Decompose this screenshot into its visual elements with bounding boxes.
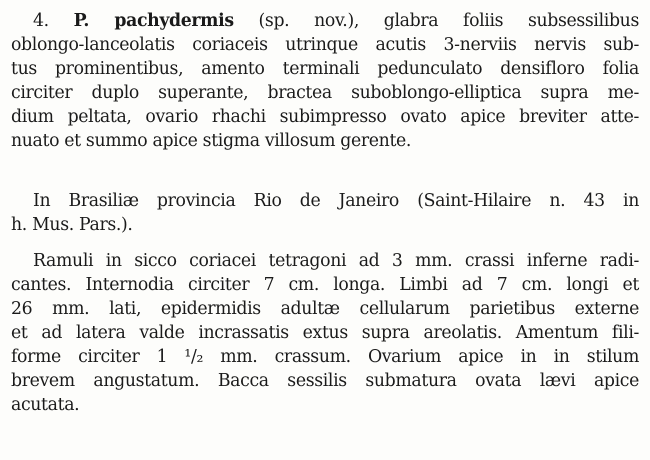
diagnosis-line-1	[33, 9, 639, 33]
description-line-3: 26 mm. lati, epidermidis adultæ cellularum parietibus externe	[11, 299, 639, 319]
species-name: P. pachydermis	[73, 11, 234, 31]
locality-line-2: h. Mus. Pars.).	[11, 215, 133, 235]
description-line-2: cantes. Internodia circiter 7 cm. longa. Limbi ad 7 cm. longi et	[11, 275, 639, 295]
diagnosis-line-3: tus prominentibus, amento terminali pedunculato densifloro folia	[11, 59, 639, 79]
diagnosis-line-5: dium peltata, ovario rhachi subimpresso ovato apice breviter atte-	[11, 107, 639, 127]
diagnosis-line-6: nuato et summo apice stigma villosum gerente.	[11, 131, 412, 151]
locality-line-1: In Brasiliæ provincia Rio de Janeiro (Saint-Hilaire n. 43 in	[33, 191, 639, 211]
diagnosis-text: glabra foliis subsessilibus	[383, 11, 639, 31]
description-line-4: et ad latera valde incrassatis extus supra areolatis. Amentum fili-	[11, 323, 639, 343]
description-line-7: acutata.	[11, 395, 80, 415]
diagnosis-line-4: circiter duplo superante, bractea suboblongo-elliptica supra me-	[11, 83, 639, 103]
entry-number: 4.	[33, 11, 49, 31]
description-line-1: Ramuli in sicco coriacei tetragoni ad 3 mm. crassi inferne radi-	[33, 251, 639, 271]
description-line-6: brevem angustatum. Bacca sessilis submatura ovata lævi apice	[11, 371, 639, 391]
description-line-5: forme circiter 1 ¹/₂ mm. crassum. Ovarium apice in in stilum	[11, 347, 639, 367]
species-status: (sp. nov.),	[258, 11, 359, 31]
diagnosis-line-2: oblongo-lanceolatis coriaceis utrinque acutis 3-nerviis nervis sub-	[11, 35, 639, 55]
